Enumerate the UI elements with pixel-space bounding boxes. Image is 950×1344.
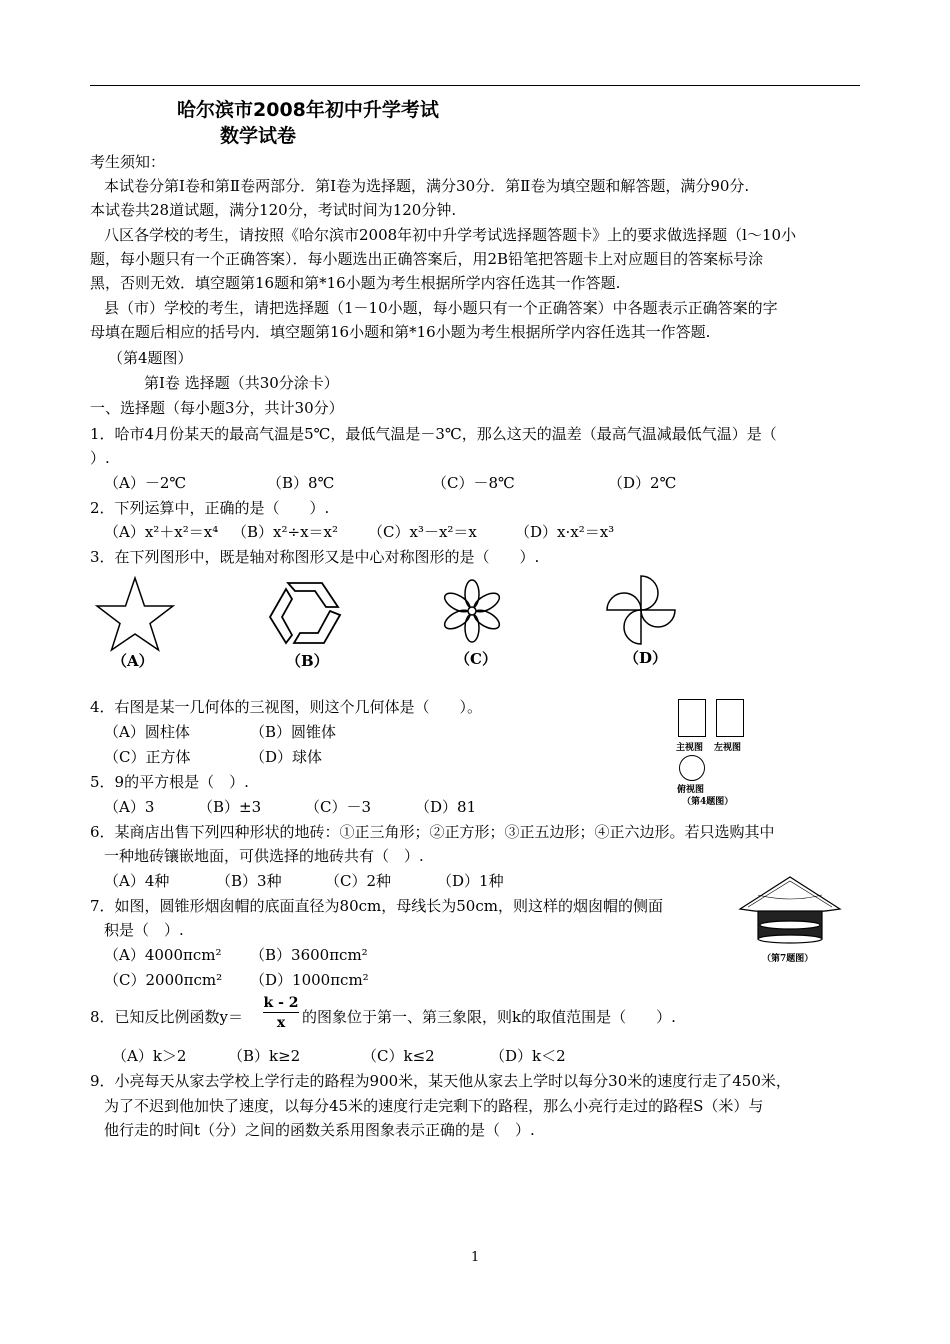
notice-p3-line2: 母填在题后相应的括号内．填空题第16小题和第*16小题为考生根据所学内容任选其一作答题. — [90, 323, 711, 341]
q4-option-c: （C）正方体 — [104, 748, 191, 766]
notice-p2-line1: 八区各学校的考生，请按照《哈尔滨市2008年初中升学考试选择题答题卡》上的要求做选择题（l～10小 — [104, 226, 797, 244]
q9-stem-line2: 为了不迟到他加快了速度，以每分45米的速度行走完剩下的路程，那么小亮行走过的路程S（米）与 — [104, 1097, 764, 1115]
page-title: 哈尔滨市2008年初中升学考试 — [177, 99, 439, 121]
notice-p1-line1: 本试卷分第Ⅰ卷和第Ⅱ卷两部分．第Ⅰ卷为选择题，满分30分．第Ⅱ卷为填空题和解答题，满分90分. — [104, 177, 750, 195]
q6-option-d: （D）1种 — [437, 872, 504, 890]
q6-stem-line1: 6．某商店出售下列四种形状的地砖：①正三角形；②正方形；③正五边形；④正六边形。若只选购其中 — [90, 823, 775, 841]
q6-option-a: （A）4种 — [104, 872, 170, 890]
page-number: 1 — [471, 1250, 480, 1265]
top-view-circle — [679, 755, 705, 781]
q2-option-c: （C）x³－x²＝x — [368, 523, 477, 541]
q1-option-d: （D）2℃ — [608, 474, 677, 492]
q5-option-d: （D）81 — [415, 798, 477, 816]
star-figure — [95, 576, 175, 651]
q2-stem: 2．下列运算中，正确的是（ ）. — [90, 499, 330, 517]
section-heading: 一、选择题（每小题3分，共计30分） — [90, 399, 344, 417]
q3-label-b: （B） — [286, 652, 329, 670]
flower-figure — [437, 576, 507, 646]
left-view-label: 左视图 — [714, 743, 742, 753]
part1-heading: 第Ⅰ卷 选择题（共30分涂卡） — [144, 374, 339, 392]
q1-stem-line1: 1．哈市4月份某天的最高气温是5℃，最低气温是－3℃，那么这天的温差（最高气温减最低气温）是（ — [90, 425, 777, 443]
q7-option-a: （A）4000πcm² — [104, 946, 222, 964]
q5-option-a: （A）3 — [104, 798, 155, 816]
q7-option-d: （D）1000πcm² — [250, 971, 369, 989]
q5-option-c: （C）－3 — [305, 798, 372, 816]
fig4-note: （第4题图） — [108, 349, 193, 367]
pinwheel-figure — [604, 573, 678, 647]
q8-fraction — [263, 994, 299, 1033]
q9-stem-line3: 他行走的时间t（分）之间的函数关系用图象表示正确的是（ ）. — [104, 1121, 535, 1139]
q8-option-b: （B）k≥2 — [228, 1047, 301, 1065]
q3-stem: 3．在下列图形中，既是轴对称图形又是中心对称图形的是（ ）. — [90, 548, 540, 566]
q4-option-b: （B）圆锥体 — [250, 723, 337, 741]
q2-option-b: （B）x²÷x＝x² — [232, 523, 338, 541]
chimney-cap-figure — [738, 873, 842, 948]
notice-p2-line2: 题，每小题只有一个正确答案）．每小题选出正确答案后，用2B铅笔把答题卡上对应题目的答案标号涂 — [90, 250, 764, 268]
q8-fraction-numerator: k - 2 — [263, 995, 299, 1011]
q1-option-c: （C）－8℃ — [432, 474, 515, 492]
top-rule — [90, 85, 860, 86]
page-subtitle: 数学试卷 — [220, 125, 297, 147]
q3-label-d: （D） — [624, 649, 668, 667]
top-view-label: 俯视图 — [677, 785, 705, 795]
q9-stem-line1: 9．小亮每天从家去学校上学行走的路程为900米，某天他从家去上学时以每分30米的速度行走了450米， — [90, 1072, 791, 1090]
q8-fraction-denominator: x — [276, 1015, 286, 1031]
fig7-caption: （第7题图） — [762, 954, 814, 964]
q8-option-d: （D）k＜2 — [490, 1047, 566, 1065]
q1-stem-line2: ）. — [90, 449, 110, 467]
front-view-rect — [678, 699, 706, 737]
q4-option-d: （D）球体 — [250, 748, 323, 766]
fig4-caption: （第4题图） — [682, 797, 734, 807]
notice-p1-line2: 本试卷共28道试题，满分120分，考试时间为120分钟. — [90, 201, 457, 219]
q5-stem: 5．9的平方根是（ ）. — [90, 773, 249, 791]
q3-label-a: （A） — [112, 652, 154, 670]
notice-heading: 考生须知： — [90, 153, 166, 171]
q6-stem-line2: 一种地砖镶嵌地面，可供选择的地砖共有（ ）. — [104, 847, 424, 865]
q4-stem: 4．右图是某一几何体的三视图，则这个几何体是（ ）。 — [90, 698, 483, 716]
recycle-figure — [266, 577, 346, 647]
left-view-rect — [716, 699, 744, 737]
q2-option-d: （D）x·x²＝x³ — [515, 523, 615, 541]
q6-option-c: （C）2种 — [325, 872, 392, 890]
q7-option-b: （B）3600πcm² — [250, 946, 368, 964]
notice-p2-line3: 黑，否则无效．填空题第16题和第*16小题为考生根据所学内容任选其一作答题. — [90, 274, 621, 292]
q1-option-a: （A）－2℃ — [104, 474, 187, 492]
notice-p3-line1: 县（市）学校的考生，请把选择题（1－10小题，每小题只有一个正确答案）中各题表示正确答案的字 — [104, 299, 778, 317]
q7-stem-line2: 积是（ ）. — [104, 921, 184, 939]
q8-option-c: （C）k≤2 — [362, 1047, 435, 1065]
q2-option-a: （A）x²＋x²＝x⁴ — [104, 523, 219, 541]
q4-option-a: （A）圆柱体 — [104, 723, 190, 741]
q3-label-c: （C） — [455, 650, 497, 668]
q8-stem-post: 的图象位于第一、第三象限，则k的取值范围是（ ）. — [302, 1008, 676, 1026]
q8-stem-pre: 8．已知反比例函数y＝ — [90, 1008, 244, 1026]
q6-option-b: （B）3种 — [216, 872, 282, 890]
q5-option-b: （B）±3 — [198, 798, 262, 816]
q1-option-b: （B）8℃ — [267, 474, 335, 492]
q7-option-c: （C）2000πcm² — [104, 971, 223, 989]
q8-option-a: （A）k＞2 — [112, 1047, 187, 1065]
front-view-label: 主视图 — [676, 743, 704, 753]
q7-stem-line1: 7．如图，圆锥形烟囱帽的底面直径为80cm，母线长为50cm，则这样的烟囱帽的侧面 — [90, 897, 663, 915]
